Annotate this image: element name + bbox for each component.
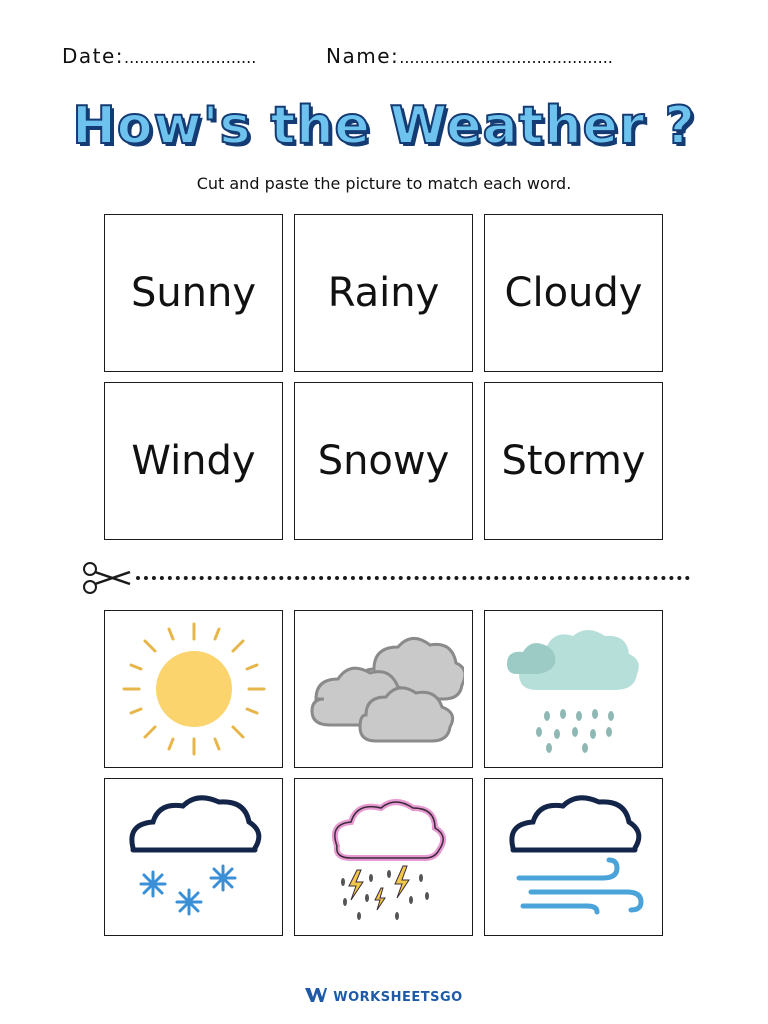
wind-cloud-icon bbox=[499, 792, 649, 922]
dotted-cut-guide bbox=[136, 576, 690, 580]
word-cell-snowy[interactable] bbox=[294, 382, 473, 540]
picture-cell-cloudy[interactable] bbox=[294, 610, 473, 768]
date-dots: .......................... bbox=[124, 48, 257, 67]
picture-cell-snow[interactable] bbox=[104, 778, 283, 936]
picture-cell-sun[interactable] bbox=[104, 610, 283, 768]
brand-name-part1: WORKSHEETS bbox=[333, 989, 440, 1005]
rain-cloud-icon bbox=[499, 624, 649, 754]
storm-cloud-icon bbox=[309, 792, 459, 922]
instruction-text: Cut and paste the picture to match each word. bbox=[196, 174, 572, 193]
header-fields bbox=[62, 44, 706, 76]
word-label: Stormy bbox=[501, 438, 646, 484]
date-field[interactable] bbox=[62, 44, 256, 68]
word-cell-stormy[interactable] bbox=[484, 382, 663, 540]
word-label: Sunny bbox=[130, 270, 257, 316]
brand-logo-icon bbox=[305, 988, 327, 1006]
picture-cell-rain[interactable] bbox=[484, 610, 663, 768]
word-cell-sunny[interactable] bbox=[104, 214, 283, 372]
word-grid bbox=[104, 214, 664, 540]
picture-cell-storm[interactable] bbox=[294, 778, 473, 936]
word-label: Snowy bbox=[317, 438, 450, 484]
picture-cell-wind[interactable] bbox=[484, 778, 663, 936]
date-label: Date: bbox=[62, 44, 125, 68]
name-label: Name: bbox=[326, 44, 400, 68]
snow-cloud-icon bbox=[119, 792, 269, 922]
brand-name-part2: GO bbox=[439, 989, 463, 1005]
name-field[interactable] bbox=[326, 44, 613, 68]
word-cell-cloudy[interactable] bbox=[484, 214, 663, 372]
sun-icon bbox=[119, 619, 269, 759]
cloudy-icon bbox=[304, 629, 464, 749]
picture-grid bbox=[104, 610, 664, 936]
worksheet-title: How's the Weather ? bbox=[72, 96, 696, 156]
scissors-icon bbox=[78, 560, 134, 600]
cut-line bbox=[78, 560, 690, 596]
word-label: Windy bbox=[131, 438, 256, 484]
footer-brand bbox=[0, 988, 768, 1006]
word-cell-windy[interactable] bbox=[104, 382, 283, 540]
word-label: Rainy bbox=[327, 270, 440, 316]
word-label: Cloudy bbox=[504, 270, 643, 316]
word-cell-rainy[interactable] bbox=[294, 214, 473, 372]
name-dots: .......................................... bbox=[399, 48, 613, 67]
